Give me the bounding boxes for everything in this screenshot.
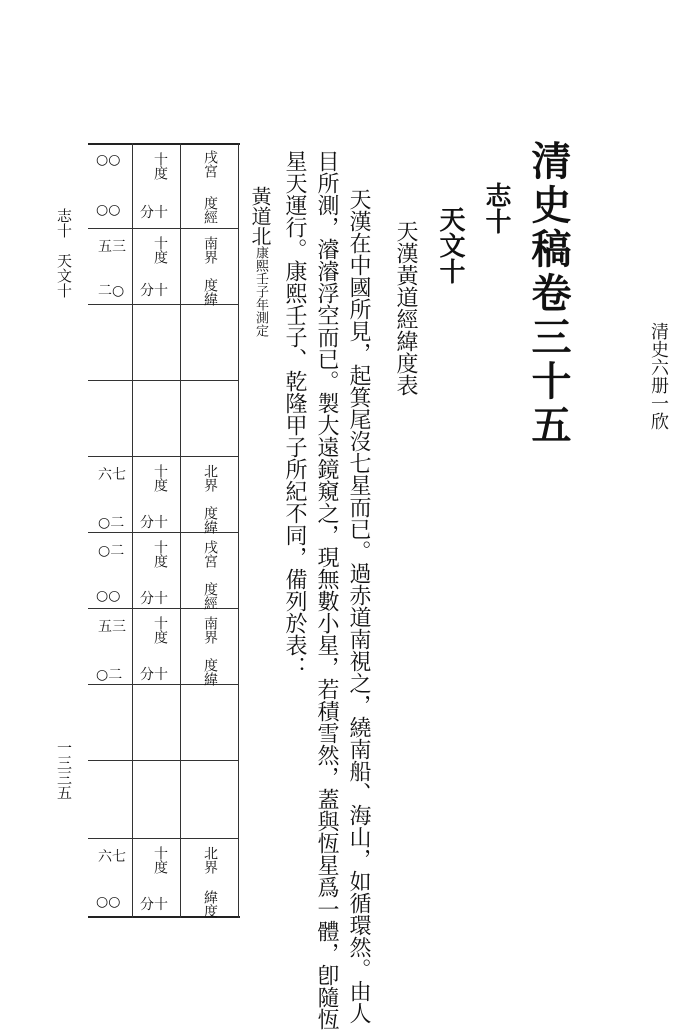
paragraph-line: 天漢在中國所見，起箕尾沒七星而已。過赤道南視之，繞南船、海山，如循環然。由人 bbox=[346, 188, 371, 1024]
table-divider bbox=[180, 143, 181, 918]
table-header-cell: 度經 bbox=[202, 582, 218, 610]
table-cell: 分十 bbox=[140, 515, 168, 531]
page-title: 清史稿卷三十五 bbox=[525, 140, 572, 448]
table-row-line bbox=[88, 760, 238, 761]
table-cell: 五三 bbox=[98, 619, 126, 635]
table-row-line bbox=[88, 838, 238, 839]
table-cell: ○二 bbox=[98, 543, 125, 559]
page-number: 一三三五 bbox=[55, 740, 73, 800]
table-header-cell: 南界 bbox=[202, 616, 218, 644]
table-header-cell: 度經 bbox=[202, 196, 218, 224]
table-header-cell: 戌宮 bbox=[202, 540, 218, 568]
table-cell: ○○ bbox=[96, 894, 121, 910]
table-cell: ○二 bbox=[98, 515, 125, 531]
table-cell: ○○ bbox=[96, 588, 121, 604]
table-header-cell: 度緯 bbox=[202, 278, 218, 306]
table-header-cell: 北界 bbox=[202, 846, 218, 874]
table-divider bbox=[132, 143, 133, 918]
table-caption-main: 黃道北 bbox=[248, 186, 272, 246]
table-cell: 十度 bbox=[152, 152, 168, 180]
table-cell: 六七 bbox=[98, 467, 126, 483]
margin-note: 清史六册一欣 bbox=[648, 322, 669, 430]
table-header-cell: 度緯 bbox=[202, 506, 218, 534]
table-cell: 二○ bbox=[98, 283, 125, 299]
table-heading: 天漢黃道經緯度表 bbox=[393, 220, 418, 396]
table-header-cell: 緯度 bbox=[202, 890, 218, 918]
table-cell: ○○ bbox=[96, 152, 121, 168]
table-cell: 十度 bbox=[152, 616, 168, 644]
section-label: 志十 bbox=[481, 182, 511, 234]
table-header-cell: 南界 bbox=[202, 236, 218, 264]
table-row-line bbox=[88, 456, 238, 457]
table-header-cell: 戌宮 bbox=[202, 150, 218, 178]
table-row-line bbox=[88, 380, 238, 381]
table-caption-note: 康熙壬子年測定 bbox=[253, 246, 268, 337]
table-cell: ○二 bbox=[96, 667, 123, 683]
table-cell: 十度 bbox=[152, 236, 168, 264]
table-cell: 十度 bbox=[152, 846, 168, 874]
table-cell: 五三 bbox=[98, 239, 126, 255]
table-caption bbox=[246, 186, 275, 337]
table-row-line bbox=[88, 228, 238, 229]
paragraph-line: 星天運行。康熙壬子、乾隆甲子所紀不同，備列於表： bbox=[282, 150, 307, 678]
table-cell: 十度 bbox=[152, 540, 168, 568]
paragraph-line: 目所測，濬濬浮空而已。製大遠鏡窺之，現無數小星，若積雪然，蓋與恆星爲一體，卽隨恆 bbox=[314, 150, 339, 1030]
table-header-cell: 度緯 bbox=[202, 658, 218, 686]
table-cell: 六七 bbox=[98, 849, 126, 865]
table-cell: 十度 bbox=[152, 464, 168, 492]
table-header-cell: 北界 bbox=[202, 464, 218, 492]
table-cell: 分十 bbox=[140, 591, 168, 607]
table-cell: 分十 bbox=[140, 897, 168, 913]
table-cell: 分十 bbox=[140, 205, 168, 221]
subsection-label: 天文十 bbox=[435, 206, 465, 284]
table-cell: 分十 bbox=[140, 667, 168, 683]
table-cell: 分十 bbox=[140, 283, 168, 299]
table-top-rule bbox=[88, 143, 240, 145]
running-header: 志十 天文十 bbox=[55, 208, 73, 298]
table-cell: ○○ bbox=[96, 202, 121, 218]
table-right-edge bbox=[238, 143, 239, 918]
